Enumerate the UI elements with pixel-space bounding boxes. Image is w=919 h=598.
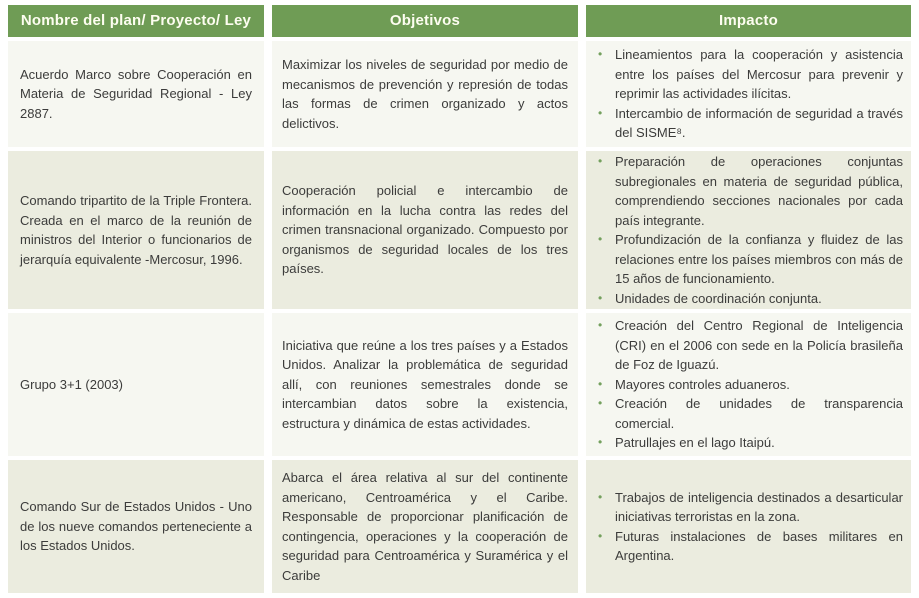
- row1-nombre-cell: [8, 41, 264, 147]
- bullet-icon: •: [598, 290, 603, 305]
- row3-nombre-cell: [8, 313, 264, 456]
- header-cell-objetivos: Objetivos: [272, 5, 578, 37]
- impact-item: [586, 230, 903, 289]
- impact-list: [586, 316, 903, 453]
- plan-name: Comando Sur de Estados Unidos - Uno de los nueve comandos perteneciente a los Estados Unidos.: [20, 499, 252, 554]
- bullet-icon: •: [598, 47, 603, 62]
- impact-text: Creación de unidades de transparencia comercial.: [615, 396, 903, 431]
- impact-text: Futuras instalaciones de bases militares en Argentina.: [615, 528, 903, 563]
- impact-text: Unidades de coordinación conjunta.: [615, 290, 822, 306]
- impact-text: Profundización de la confianza y fluidez de las relaciones entre los países miembros con más de 15 años de funcionamiento.: [615, 232, 903, 286]
- impact-text: Mayores controles aduaneros.: [615, 376, 790, 392]
- impact-list: [586, 45, 903, 143]
- impact-item: [586, 375, 903, 395]
- bullet-icon: •: [598, 154, 603, 168]
- bullet-icon: •: [598, 232, 603, 246]
- impact-text: Patrullajes en el lago Itaipú.: [615, 435, 775, 451]
- impact-item: [586, 488, 903, 527]
- row3-objetivos-cell: [272, 313, 578, 456]
- objective-text: Maximizar los niveles de seguridad por medio de mecanismos de prevención y represión de todas las formas de crimen organizado y actos delictivos.: [282, 57, 568, 131]
- impact-item: [586, 433, 903, 453]
- impact-item: [586, 104, 903, 143]
- row3-impacto-cell: [586, 313, 911, 456]
- row2-nombre-cell: [8, 151, 264, 309]
- impact-item: [586, 45, 903, 104]
- row2-impacto-cell: [586, 151, 911, 309]
- bullet-icon: •: [598, 396, 603, 411]
- bullet-icon: •: [598, 376, 603, 391]
- plan-name: Comando tripartito de la Triple Frontera. Creada en el marco de la reunión de ministros del Interior o funcionarios de jerarquía equivalente -Mercosur, 1996.: [20, 193, 252, 267]
- security-plans-table: [8, 5, 911, 593]
- header-cell-nombre: Nombre del plan/ Proyecto/ Ley: [8, 5, 264, 37]
- impact-list: [586, 488, 903, 566]
- plan-name: Grupo 3+1 (2003): [20, 376, 123, 392]
- impact-item: [586, 316, 903, 375]
- impact-list: [586, 152, 903, 308]
- row2-objetivos-cell: [272, 151, 578, 309]
- bullet-icon: •: [598, 318, 603, 333]
- bullet-icon: •: [598, 489, 603, 504]
- impact-text: Trabajos de inteligencia destinados a desarticular iniciativas terroristas en la zona.: [615, 489, 903, 524]
- objective-text: Iniciativa que reúne a los tres países y a Estados Unidos. Analizar la problemática de seguridad allí, con reuniones semestrales donde se intercambian datos sobre la existencia, estructura y dinámica de estas actividades.: [282, 337, 568, 431]
- impact-text: Preparación de operaciones conjuntas subregionales en materia de seguridad pública, comprendiendo secciones nacionales por cada país integrante.: [615, 154, 903, 228]
- impact-text: Lineamientos para la cooperación y asistencia entre los países del Mercosur para prevenir y reprimir las actividades ilícitas.: [615, 47, 903, 102]
- impact-item: [586, 527, 903, 566]
- plan-name: Acuerdo Marco sobre Cooperación en Materia de Seguridad Regional - Ley 2887.: [20, 66, 252, 121]
- header-cell-impacto: Impacto: [586, 5, 911, 37]
- row4-nombre-cell: [8, 460, 264, 593]
- row1-objetivos-cell: [272, 41, 578, 147]
- bullet-icon: •: [598, 105, 603, 120]
- bullet-icon: •: [598, 435, 603, 450]
- row1-impacto-cell: [586, 41, 911, 147]
- impact-text: Creación del Centro Regional de Inteligencia (CRI) en el 2006 con sede en la Policía brasileña de Foz de Iguazú.: [615, 318, 903, 373]
- objective-text: Cooperación policial e intercambio de información en la lucha contra las redes del crimen transnacional organizado. Compuesto por organismos de seguridad locales de los tres países.: [282, 183, 568, 277]
- row4-impacto-cell: [586, 460, 911, 593]
- impact-text: Intercambio de información de seguridad a través del SISME⁸.: [615, 105, 903, 141]
- impact-item: [586, 152, 903, 230]
- row4-objetivos-cell: [272, 460, 578, 593]
- bullet-icon: •: [598, 528, 603, 543]
- impact-item: [586, 394, 903, 433]
- impact-item: [586, 289, 903, 309]
- objective-text: Abarca el área relativa al sur del continente americano, Centroamérica y el Caribe. Responsable de proporcionar planificación de contingencia, operaciones y la cooperación de seguridad para Centroamérica y Suramérica y el Caribe: [282, 470, 568, 583]
